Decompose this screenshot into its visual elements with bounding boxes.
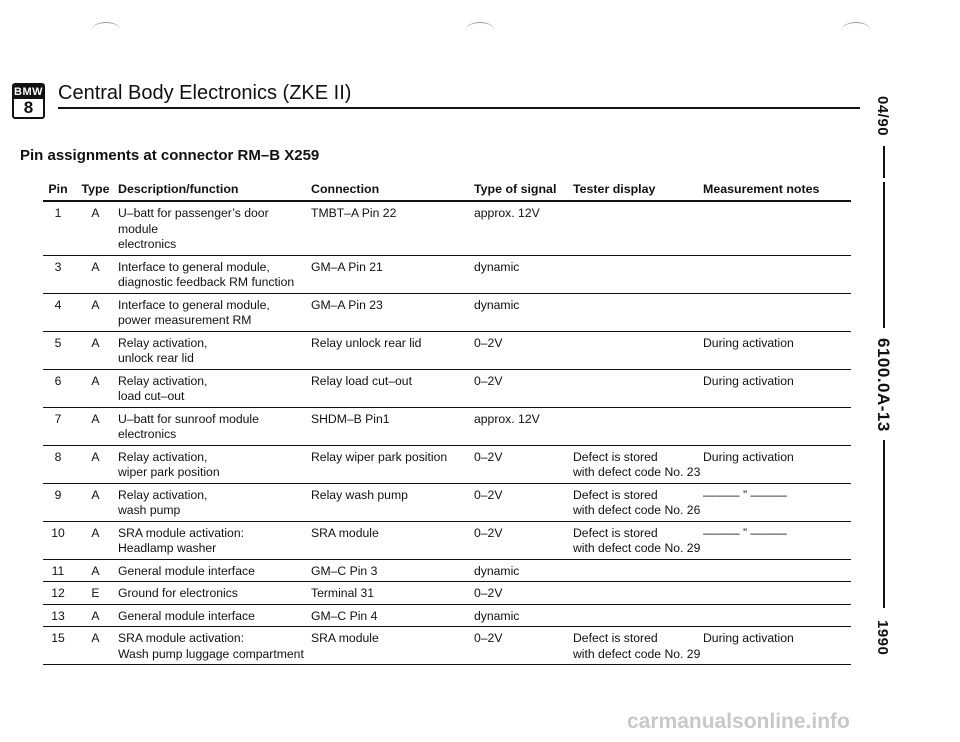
cell-signal: dynamic: [474, 563, 520, 578]
cell-tester: [573, 559, 703, 582]
cell-signal: 0–2V: [474, 335, 503, 350]
description-line: Interface to general module,: [118, 297, 270, 312]
description-line: wiper park position: [118, 465, 220, 479]
cell-tester: [573, 483, 703, 521]
cell-signal: 0–2V: [474, 525, 503, 540]
description-line: SRA module activation:: [118, 631, 245, 645]
cell-pin: 11: [51, 563, 65, 578]
cell-notes: During activation: [703, 449, 794, 464]
tester-line: Defect is stored: [573, 487, 658, 502]
cell-pin: 15: [51, 631, 65, 645]
tester-line: with defect code No. 23: [573, 465, 701, 479]
table-row: [43, 445, 851, 483]
cell-pin: 6: [54, 373, 62, 388]
description-line: Relay activation,: [118, 335, 208, 350]
cell-description: [118, 582, 311, 605]
cell-signal: dynamic: [474, 297, 520, 312]
description-line: load cut–out: [118, 389, 185, 403]
cell-type: A: [91, 631, 100, 645]
col-header-notes: Measurement notes: [703, 182, 820, 196]
cell-connection: Relay wiper park position: [311, 449, 448, 464]
cell-description: [118, 559, 311, 582]
cell-description: [118, 445, 311, 483]
col-header-pin: Pin: [48, 182, 68, 196]
cell-tester: [573, 201, 703, 255]
cell-notes: During activation: [703, 373, 794, 388]
cell-tester: [573, 582, 703, 605]
cell-tester: [573, 521, 703, 559]
sidebar-code: 6100.0A-13: [874, 338, 893, 432]
table-row: [43, 255, 851, 293]
description-line: General module interface: [118, 563, 255, 578]
description-line: power measurement RM: [118, 313, 252, 327]
description-line: electronics: [118, 427, 177, 441]
pin-assignment-table: [43, 181, 851, 665]
cell-connection: GM–C Pin 3: [311, 563, 378, 578]
tester-line: Defect is stored: [573, 525, 658, 540]
section-heading: Pin assignments at connector RM–B X259: [20, 147, 320, 164]
table-row: [43, 369, 851, 407]
table-row: [43, 582, 851, 605]
cell-signal: approx. 12V: [474, 206, 540, 220]
cell-connection: SRA module: [311, 631, 379, 645]
cell-type: A: [91, 297, 100, 312]
cell-pin: 13: [51, 608, 65, 623]
header-rule: [58, 107, 860, 109]
description-line: diagnostic feedback RM function: [118, 275, 295, 289]
cell-connection: GM–A Pin 21: [311, 259, 383, 274]
sidebar-rule: [883, 146, 885, 178]
table-row: [43, 201, 851, 255]
cell-description: [118, 255, 311, 293]
table-row: [43, 483, 851, 521]
cell-pin: 7: [54, 411, 62, 426]
description-line: unlock rear lid: [118, 351, 194, 365]
description-line: Ground for electronics: [118, 586, 238, 600]
cell-description: [118, 483, 311, 521]
cell-description: [118, 604, 311, 627]
col-header-signal: Type of signal: [474, 182, 557, 196]
description-line: U–batt for passenger’s door module: [118, 206, 269, 236]
cell-type: A: [91, 259, 100, 274]
cell-signal: approx. 12V: [474, 411, 540, 426]
cell-notes: [703, 559, 851, 582]
cell-signal: dynamic: [474, 608, 520, 623]
description-line: Relay activation,: [118, 373, 208, 388]
cell-notes: [703, 604, 851, 627]
table-row: [43, 331, 851, 369]
cell-signal: 0–2V: [474, 631, 503, 645]
cell-description: [118, 407, 311, 445]
cell-description: [118, 521, 311, 559]
watermark: carmanualsonline.info: [627, 710, 850, 733]
cell-pin: 5: [54, 335, 62, 350]
cell-tester: [573, 604, 703, 627]
cell-connection: SHDM–B Pin1: [311, 411, 390, 426]
col-header-tester: Tester display: [573, 182, 656, 196]
cell-tester: [573, 627, 703, 665]
table-row: [43, 293, 851, 331]
cell-signal: 0–2V: [474, 586, 503, 600]
table-row: [43, 559, 851, 582]
cell-notes: [703, 255, 851, 293]
logo-number: 8: [23, 98, 34, 117]
registration-mark: [92, 22, 120, 37]
cell-description: [118, 369, 311, 407]
table-header-row: [43, 181, 851, 201]
description-line: U–batt for sunroof module: [118, 411, 259, 426]
cell-pin: 4: [54, 297, 62, 312]
cell-notes: [703, 407, 851, 445]
description-line: SRA module activation:: [118, 525, 245, 540]
cell-type: A: [91, 525, 100, 540]
tester-line: with defect code No. 29: [573, 646, 701, 661]
tester-line: with defect code No. 29: [573, 541, 701, 555]
cell-description: [118, 201, 311, 255]
cell-tester: [573, 293, 703, 331]
cell-pin: 12: [51, 586, 65, 600]
description-line: Relay activation,: [118, 487, 208, 502]
registration-mark: [842, 22, 870, 37]
cell-connection: Terminal 31: [311, 586, 374, 600]
description-line: Relay activation,: [118, 449, 208, 464]
tester-line: Defect is stored: [573, 449, 658, 464]
table-row: [43, 604, 851, 627]
description-line: electronics: [118, 237, 177, 251]
cell-connection: SRA module: [311, 525, 379, 540]
cell-type: A: [91, 335, 100, 350]
cell-description: [118, 331, 311, 369]
cell-type: A: [91, 206, 100, 220]
description-line: Headlamp washer: [118, 541, 217, 555]
description-line: General module interface: [118, 608, 255, 623]
cell-tester: [573, 369, 703, 407]
cell-type: A: [91, 449, 100, 464]
col-header-connection: Connection: [311, 182, 380, 196]
cell-tester: [573, 255, 703, 293]
sidebar-year: 1990: [874, 620, 891, 656]
cell-connection: Relay wash pump: [311, 487, 408, 502]
table-body: [43, 201, 851, 665]
cell-connection: GM–A Pin 23: [311, 297, 383, 312]
cell-description: [118, 627, 311, 665]
col-header-description: Description/function: [118, 182, 239, 196]
cell-notes: ——— ” ———: [703, 487, 787, 502]
tester-line: Defect is stored: [573, 631, 658, 645]
registration-mark: [466, 22, 494, 37]
description-line: Interface to general module,: [118, 259, 270, 274]
cell-signal: 0–2V: [474, 449, 503, 464]
cell-type: E: [91, 586, 100, 600]
cell-connection: TMBT–A Pin 22: [311, 206, 397, 220]
cell-pin: 3: [54, 259, 62, 274]
cell-notes: During activation: [703, 631, 794, 645]
table-row: [43, 521, 851, 559]
document-title: Central Body Electronics (ZKE II): [58, 82, 352, 104]
cell-pin: 9: [54, 487, 62, 502]
cell-type: A: [91, 411, 100, 426]
description-line: Wash pump luggage compartment: [118, 646, 304, 661]
sidebar-date: 04/90: [874, 96, 891, 137]
tester-line: with defect code No. 26: [573, 503, 701, 517]
cell-description: [118, 293, 311, 331]
cell-signal: 0–2V: [474, 373, 503, 388]
cell-connection: Relay unlock rear lid: [311, 335, 422, 350]
cell-signal: dynamic: [474, 259, 520, 274]
cell-tester: [573, 331, 703, 369]
cell-connection: GM–C Pin 4: [311, 608, 378, 623]
cell-notes: During activation: [703, 335, 794, 350]
cell-notes: [703, 201, 851, 255]
cell-pin: 10: [51, 525, 65, 540]
cell-tester: [573, 445, 703, 483]
cell-type: A: [91, 608, 100, 623]
cell-pin: 1: [54, 206, 62, 220]
cell-notes: [703, 582, 851, 605]
sidebar-rule: [883, 182, 885, 328]
description-line: wash pump: [118, 503, 181, 517]
sidebar-rule: [883, 440, 885, 608]
logo-brand: BMW: [14, 86, 43, 98]
table-row: [43, 627, 851, 665]
cell-notes: [703, 293, 851, 331]
cell-pin: 8: [54, 449, 62, 464]
cell-connection: Relay load cut–out: [311, 373, 412, 388]
cell-type: A: [91, 563, 100, 578]
cell-type: A: [91, 487, 100, 502]
table-row: [43, 407, 851, 445]
cell-type: A: [91, 373, 100, 388]
cell-notes: ——— ” ———: [703, 525, 787, 540]
cell-tester: [573, 407, 703, 445]
bmw-logo-icon: [12, 83, 45, 119]
cell-signal: 0–2V: [474, 487, 503, 502]
col-header-type: Type: [81, 182, 110, 196]
